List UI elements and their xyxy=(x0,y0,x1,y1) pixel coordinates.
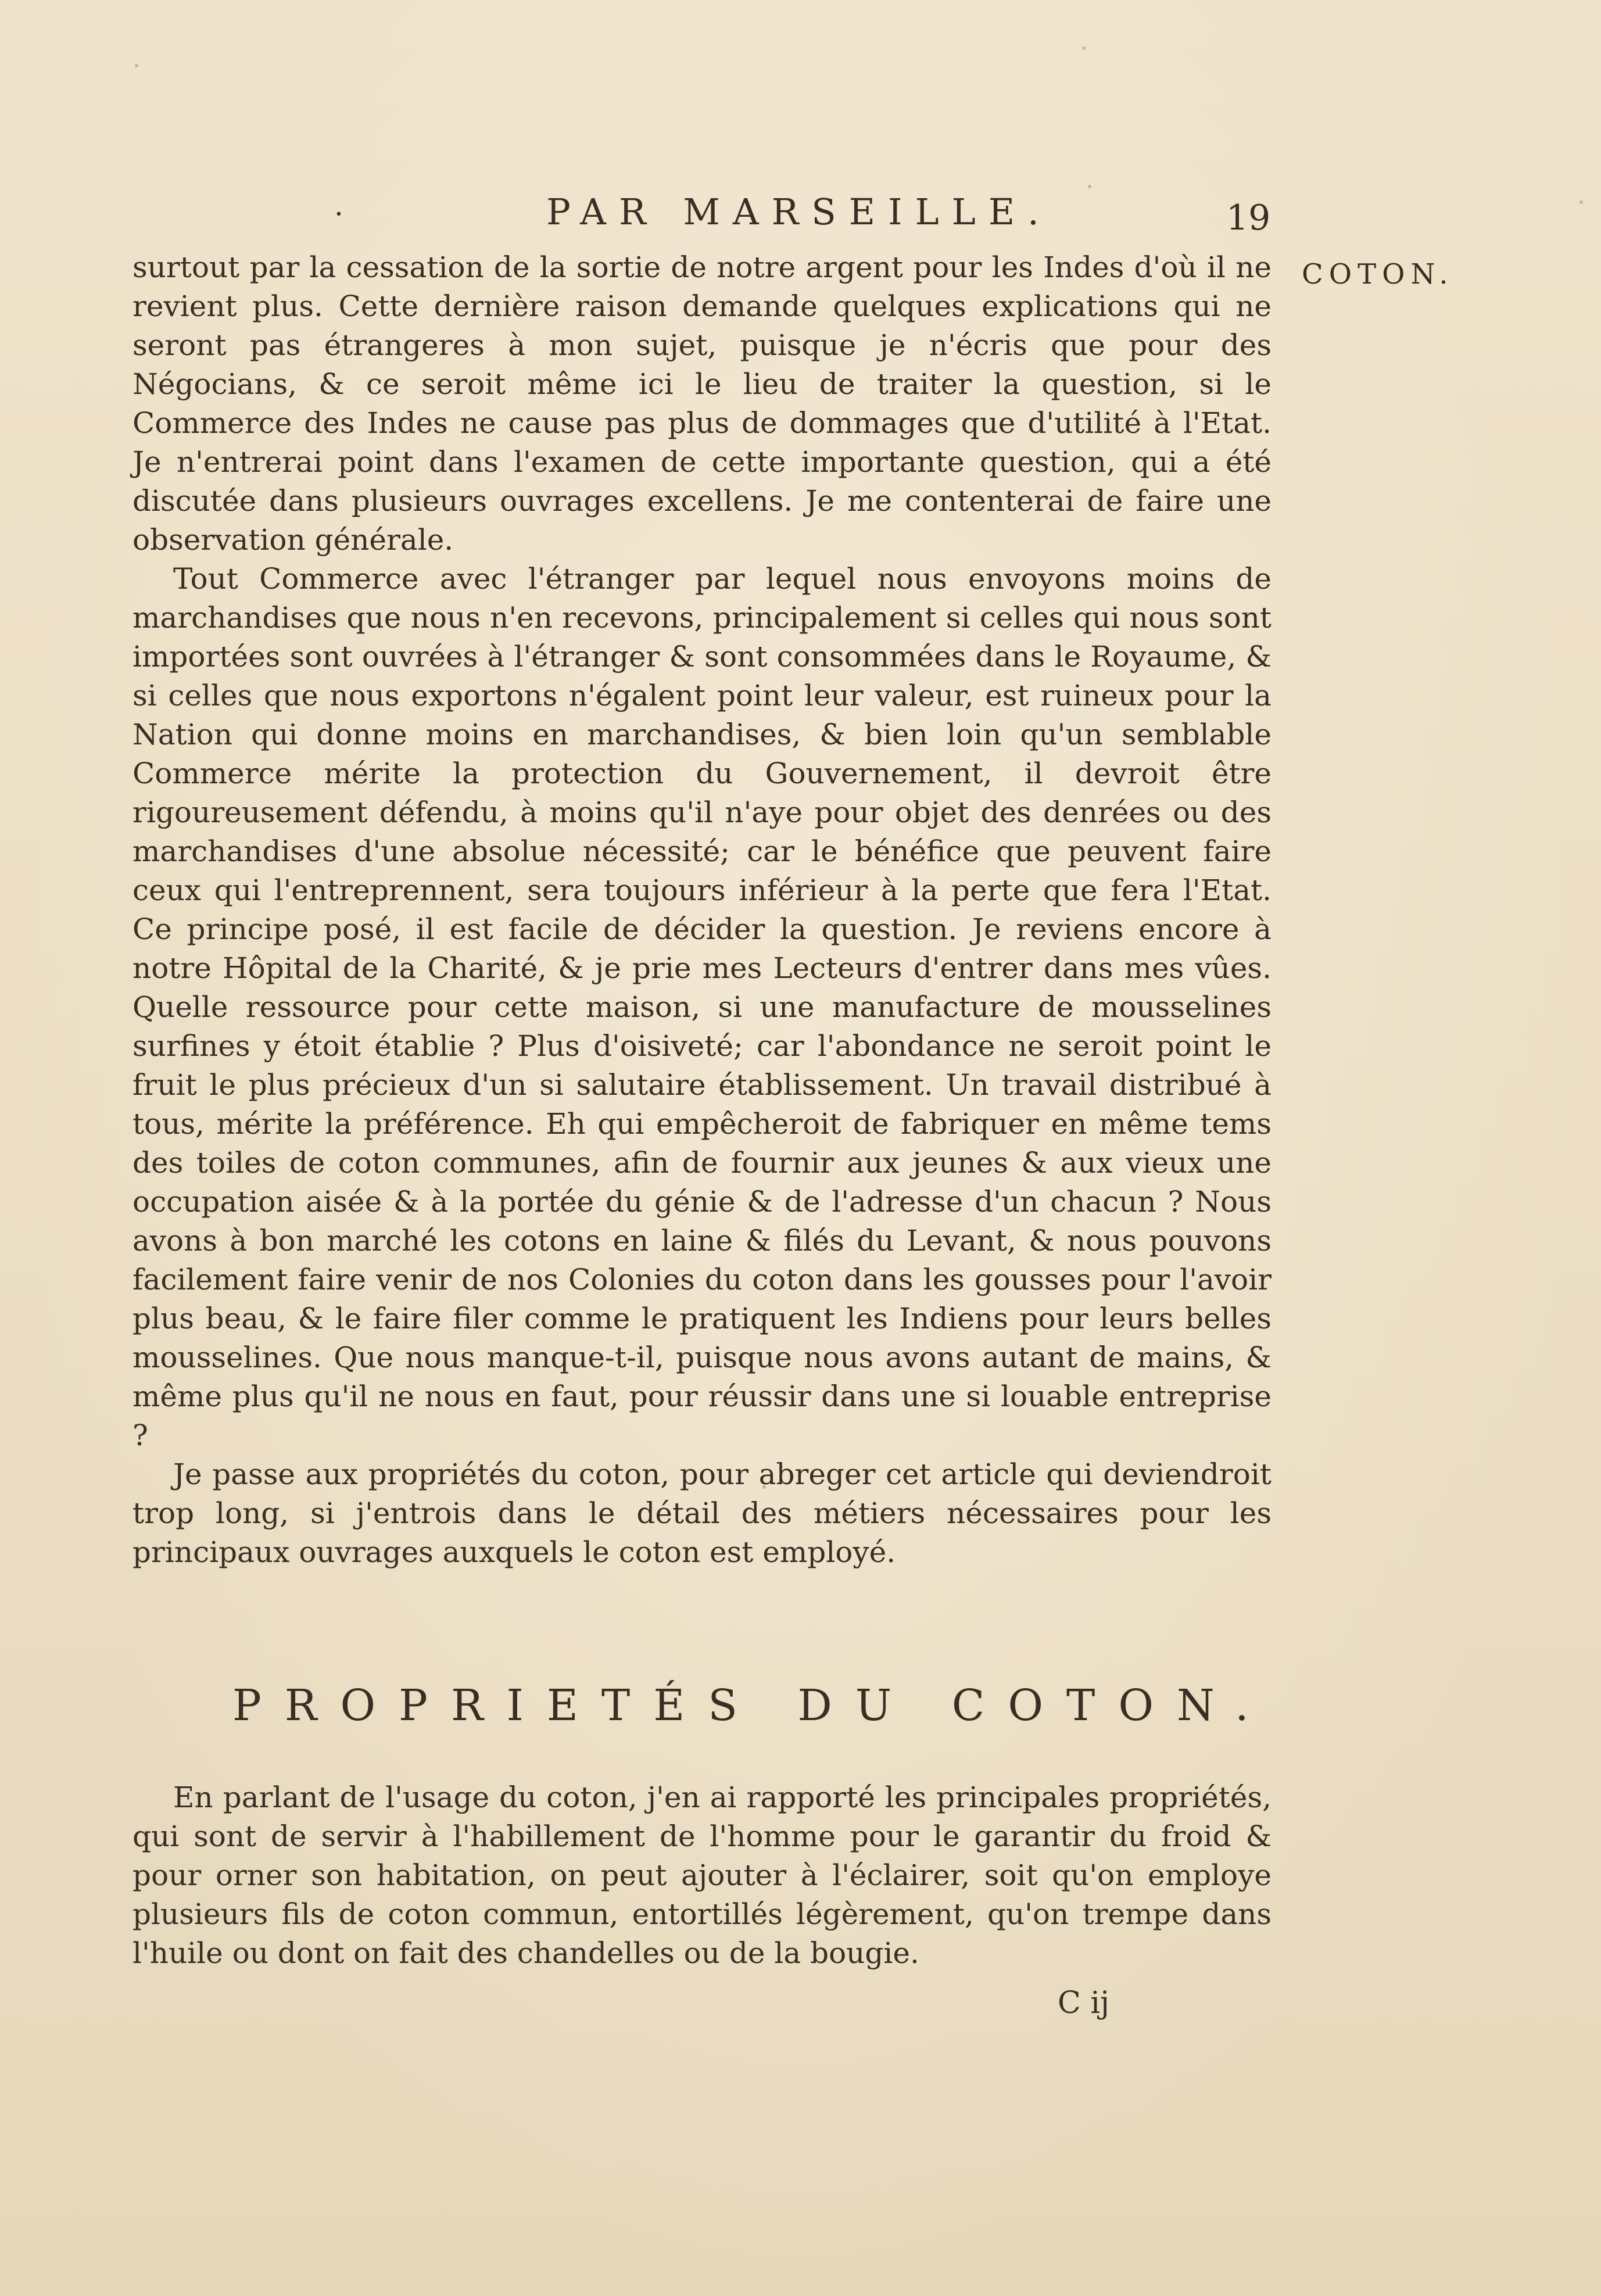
paragraph: Je passe aux propriétés du coton, pour abreger cet article qui deviendroit trop long, si j'entrois dans le détail des métiers nécessaires pour les principaux ouvrages auxquels le coton est employé. xyxy=(132,1457,1272,1569)
paragraph: En parlant de l'usage du coton, j'en ai rapporté les principales propriétés, qui sont de servir à l'habillement de l'homme pour le garantir du froid & pour orner son habitation, on peut ajouter à l'éclairer, soit qu'on employe plusieurs fils de coton commun, entortillés légèrement, qu'on trempe dans l'huile ou dont on fait des chandelles ou de la bougie. xyxy=(132,1781,1272,1970)
paragraph: Tout Commerce avec l'étranger par lequel nous envoyons moins de marchandises que nous n'en recevons, principalement si celles qui nous sont importées sont ouvrées à l'étranger & sont consommées dans le Royaume, & si celles que nous exportons n'égalent point leur valeur, est ruineux pour la Nation qui donne moins en marchandises, & bien loin qu'un semblable Commerce mérite la protection du Gouvernement, il devroit être rigoureusement défendu, à moins qu'il n'aye pour objet des denrées ou des marchandises d'une absolue nécessité; car le bénéfice que peuvent faire ceux qui l'entreprennent, sera toujours inférieur à la perte que fera l'Etat. Ce principe posé, il est facile de décider la question. Je reviens encore à notre Hôpital de la Charité, & je prie mes Lecteurs d'entrer dans mes vûes. Quelle ressource pour cette maison, si une manufacture de mousselines surfines y étoit établie ? Plus d'oisiveté; car l'abondance ne seroit point le fruit le plus précieux d'un si salutaire établissement. Un travail distribué à tous, mérite la préférence. Eh qui empêcheroit de fabriquer en même tems des toiles de coton communes, afin de fournir aux jeunes & aux vieux une occupation aisée & à la portée du génie & de l'adresse d'un chacun ? Nous avons à bon marché les cotons en laine & filés du Levant, & nous pouvons facilement faire venir de nos Colonies du coton dans les gousses pour l'avoir plus beau, & le faire filer comme le pratiquent les Indiens pour leurs belles mousselines. Que nous manque-t-il, puisque nous avons autant de mains, & même plus qu'il ne nous en faut, pour réussir dans une si louable entreprise ? xyxy=(132,562,1272,1452)
section-title: PROPRIETÉS DU COTON. xyxy=(232,1681,1272,1731)
margin-note: COTON. xyxy=(1302,258,1454,291)
paper-speck xyxy=(1579,200,1583,204)
signature-mark: C ij xyxy=(1058,1986,1110,2021)
page-number: 19 xyxy=(1226,198,1271,238)
paper-speck xyxy=(135,64,138,67)
section-text-block xyxy=(132,1778,1272,1973)
paragraph: surtout par la cessation de la sortie de notre argent pour les Indes d'où il ne revient plus. Cette dernière raison demande quelques explications qui ne seront pas étrangeres à mon sujet, puisque je n'écris que pour des Négocians, & ce seroit même ici le lieu de traiter la question, si le Commerce des Indes ne cause pas plus de dommages que d'utilité à l'Etat. Je n'entrerai point dans l'examen de cette importante question, qui a été discutée dans plusieurs ouvrages excellens. Je me contenterai de faire une observation générale. xyxy=(132,250,1272,557)
header-dot: · xyxy=(334,197,343,231)
main-text-block xyxy=(132,248,1272,1572)
paper-speck xyxy=(1082,46,1086,50)
running-title: PAR MARSEILLE. xyxy=(546,191,1052,233)
